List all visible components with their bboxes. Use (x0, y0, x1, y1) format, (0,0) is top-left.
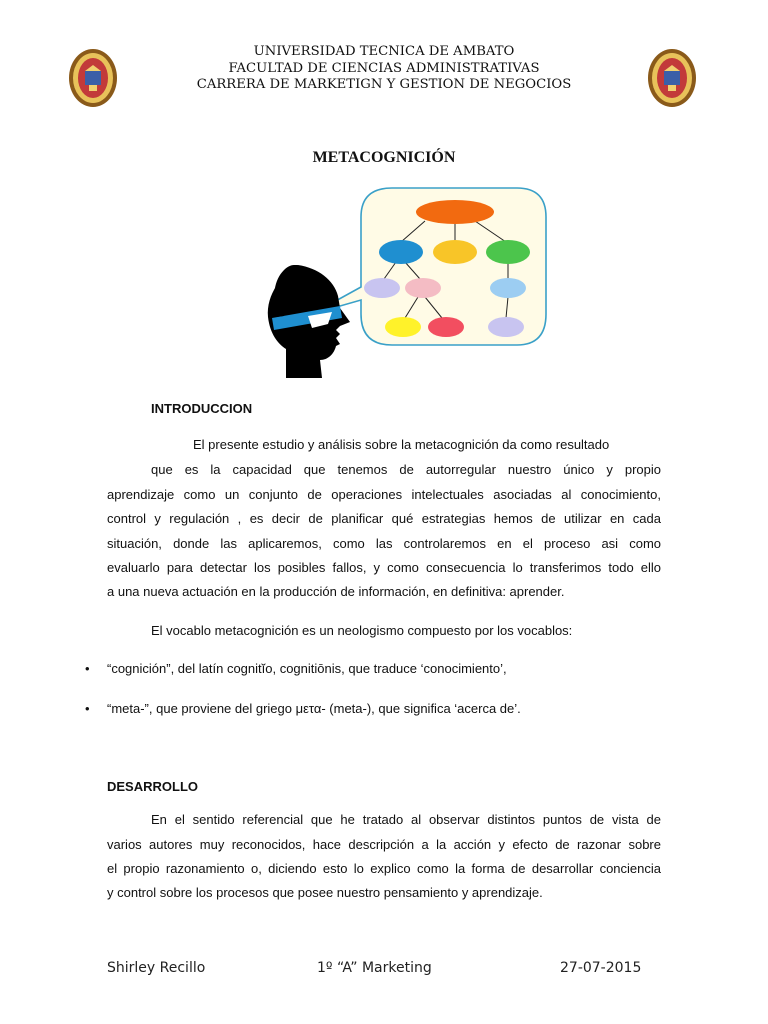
footer-date: 27-07-2015 (560, 960, 642, 976)
bullet-dot-icon: • (85, 701, 90, 716)
intro-line-7: a una nueva actuación en la producción de información, en definitiva: aprender. (107, 584, 565, 599)
desarrollo-heading: DESARROLLO (107, 779, 198, 794)
vocab-sentence: El vocablo metacognición es un neologismo compuesto por los vocablos: (151, 623, 573, 638)
bullet-item-meta: “meta-”, que proviene del griego μετα- (meta-), que significa ‘acerca de’. (107, 701, 521, 716)
desarrollo-line-3: el propio razonamiento o, diciendo esto lo explico como la forma de desarrollar conciencia (107, 861, 661, 876)
thinking-head-icon (268, 265, 350, 378)
intro-line-2: que es la capacidad que tenemos de autorregular nuestro único y propio (151, 462, 661, 477)
intro-line-5: situación, donde las aplicaremos, como las controlaremos en el proceso asi como (107, 536, 661, 551)
bullet-dot-icon: • (85, 661, 90, 676)
desarrollo-line-2: varios autores muy reconocidos, hace descripción a la acción y efecto de razonar sobre (107, 837, 661, 852)
desarrollo-line-4: y control sobre los procesos que posee nuestro pensamiento y aprendizaje. (107, 885, 543, 900)
document-header (160, 44, 608, 94)
university-seal-right-icon (641, 47, 703, 109)
header-university: UNIVERSIDAD TECNICA DE AMBATO (253, 44, 515, 59)
header-career: CARRERA DE MARKETIGN Y GESTION DE NEGOCIOS (196, 77, 572, 92)
metacognition-illustration (262, 184, 552, 384)
bullet-item-cognicion: “cognición”, del latín cognitĭo, cognitiōnis, que traduce ‘conocimiento’, (107, 661, 507, 676)
intro-line-6: evaluarlo para detectar los posibles fallos, y como consecuencia lo transferimos todo ello (107, 560, 661, 575)
intro-line-4: control y regulación , es decir de planificar qué estrategias hemos de utilizar en cada (107, 511, 661, 526)
intro-line-3: aprendizaje como un conjunto de operaciones intelectuales asociadas al conocimiento, (107, 487, 661, 502)
desarrollo-line-1: En el sentido referencial que he tratado al observar distintos puntos de vista de (151, 812, 661, 827)
intro-heading: INTRODUCCION (151, 401, 253, 416)
footer-author: Shirley Recillo (107, 960, 206, 976)
header-faculty: FACULTAD DE CIENCIAS ADMINISTRATIVAS (228, 60, 540, 76)
intro-line-1: El presente estudio y análisis sobre la metacognición da como resultado (193, 437, 610, 452)
university-seal-left-icon (62, 47, 124, 109)
footer-course: 1º “A” Marketing (317, 960, 432, 976)
document-title: METACOGNICIÓN (312, 149, 456, 166)
